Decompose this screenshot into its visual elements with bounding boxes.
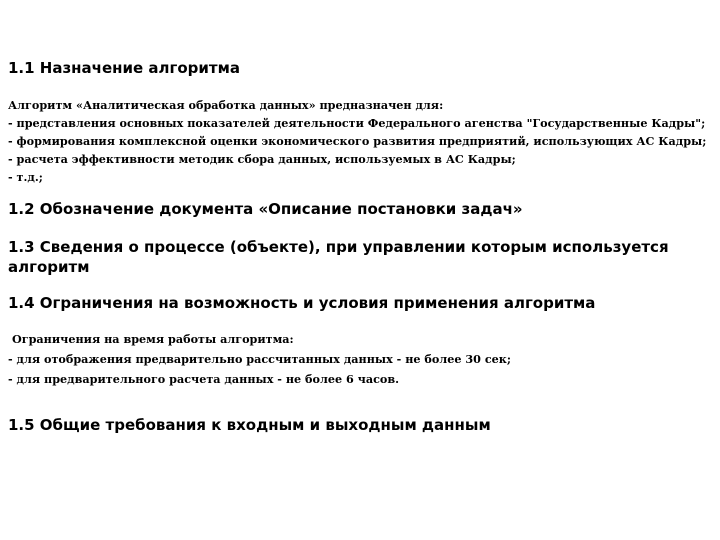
purpose-item: - расчета эффективности методик сбора данных, используемых в АС Кадры; xyxy=(8,152,516,166)
constraints-paragraph xyxy=(8,329,511,389)
purpose-item: - формирования комплексной оценки экономического развития предприятий, использующих АС Кадры; xyxy=(8,134,707,148)
section-heading-1-5: 1.5 Общие требования к входным и выходным данным xyxy=(8,416,491,434)
purpose-intro: Алгоритм «Аналитическая обработка данных» предназначен для: xyxy=(8,98,444,112)
constraints-intro: Ограничения на время работы алгоритма: xyxy=(12,332,294,346)
purpose-item: - т.д.; xyxy=(8,170,43,184)
section-heading-1-3: 1.3 Сведения о процессе (объекте), при управлении которым используется алгоритм xyxy=(8,238,669,276)
purpose-paragraph xyxy=(8,96,706,186)
constraints-item: - для отображения предварительно рассчитанных данных - не более 30 сек; xyxy=(8,352,511,366)
section-heading-1-2: 1.2 Обозначение документа «Описание постановки задач» xyxy=(8,200,523,218)
purpose-item: - представления основных показателей деятельности Федерального агенства "Государственные Кадры"; xyxy=(8,116,706,130)
section-heading-1-1: 1.1 Назначение алгоритма xyxy=(8,59,240,77)
section-heading-1-4: 1.4 Ограничения на возможность и условия применения алгоритма xyxy=(8,294,596,312)
constraints-item: - для предварительного расчета данных - не более 6 часов. xyxy=(8,372,400,386)
